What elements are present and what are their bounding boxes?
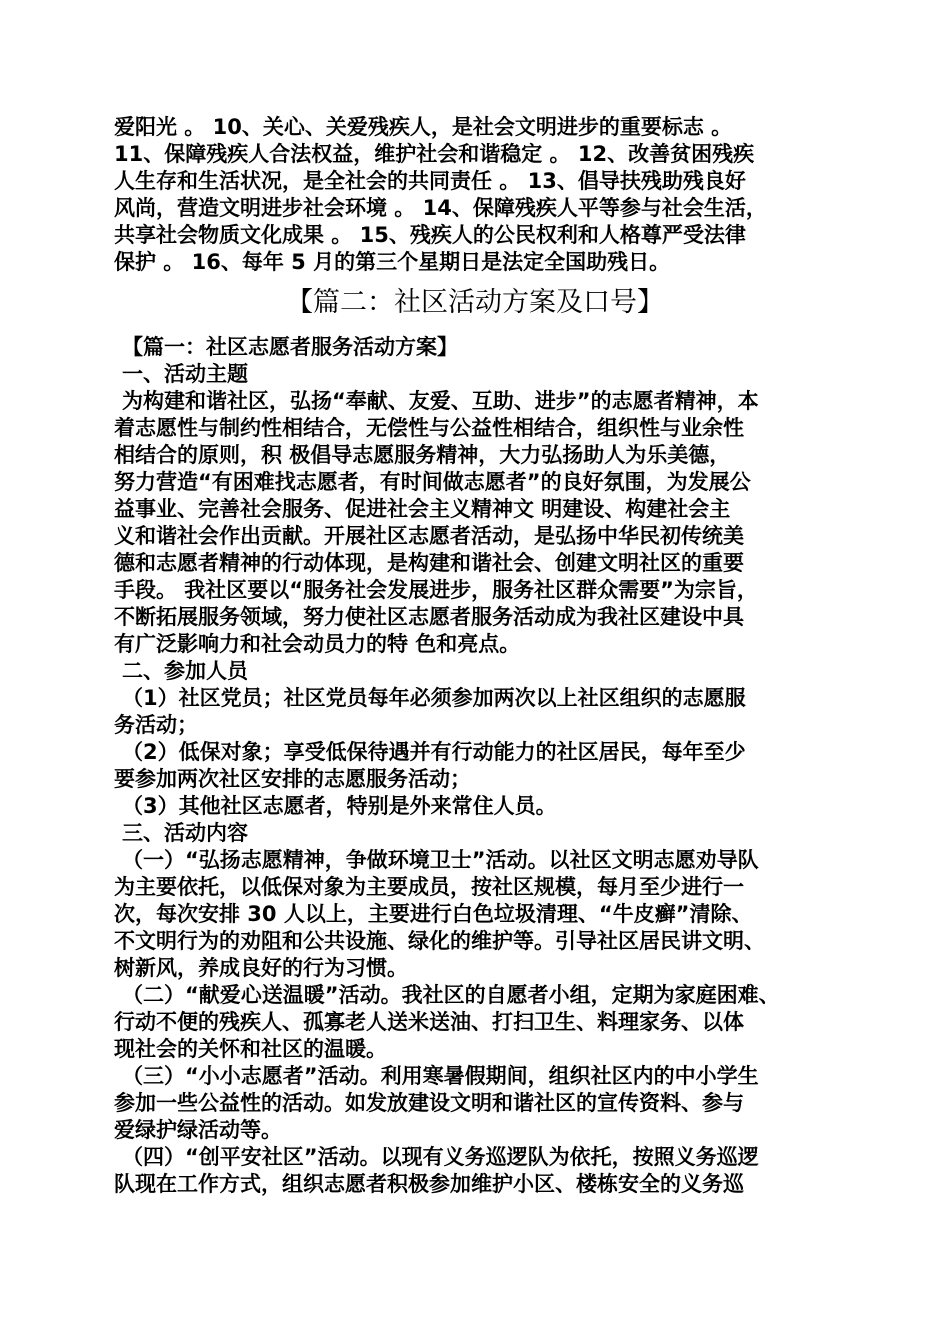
- text-line: （四）“创平安社区”活动。以现有义务巡逻队为依托，按照义务巡逻: [122, 1145, 759, 1169]
- text-line: 风尚，营造文明进步社会环境 。 14、保障残疾人平等参与社会生活，: [114, 196, 767, 220]
- text-line: 务活动；: [114, 713, 198, 737]
- text-line: 爱阳光 。 10、关心、关爱残疾人，是社会文明进步的重要标志 。: [114, 115, 733, 139]
- text-line: 相结合的原则，积 极倡导志愿服务精神，大力弘扬助人为乐美德，: [114, 443, 731, 467]
- text-line: 要参加两次社区安排的志愿服务活动；: [114, 767, 471, 791]
- text-line: （1）社区党员；社区党员每年必须参加两次以上社区组织的志愿服: [122, 686, 746, 710]
- text-line: （3）其他社区志愿者，特别是外来常住人员。: [122, 794, 557, 818]
- text-line: 共享社会物质文化成果 。 15、残疾人的公民权利和人格尊严受法律: [114, 223, 746, 247]
- heading-participants: 二、参加人员: [122, 659, 248, 683]
- text-line: 有广泛影响力和社会动员力的特 色和亮点。: [114, 632, 521, 656]
- text-line: 11、保障残疾人合法权益，维护社会和谐稳定 。 12、改善贫困残疾: [114, 142, 755, 166]
- text-line: 参加一些公益性的活动。如发放建设文明和谐社区的宣传资料、参与: [114, 1091, 744, 1115]
- text-line: 爱绿护绿活动等。: [114, 1118, 282, 1142]
- text-line: 队现在工作方式，组织志愿者积极参加维护小区、楼栋安全的义务巡: [114, 1172, 744, 1196]
- text-line: 树新风，养成良好的行为习惯。: [114, 956, 408, 980]
- text-line: （2）低保对象；享受低保待遇并有行动能力的社区居民，每年至少: [122, 740, 746, 764]
- text-line: 义和谐社会作出贡献。开展社区志愿者活动，是弘扬中华民初传统美: [114, 524, 744, 548]
- text-line: 现社会的关怀和社区的温暖。: [114, 1037, 387, 1061]
- text-line: 德和志愿者精神的行动体现，是构建和谐社会、创建文明社区的重要: [114, 551, 744, 575]
- heading-activity-content: 三、活动内容: [122, 821, 248, 845]
- text-line: （一）“弘扬志愿精神，争做环境卫士”活动。以社区文明志愿劝导队: [122, 848, 759, 872]
- text-line: 为主要依托，以低保对象为主要成员，按社区规模，每月至少进行一: [114, 875, 744, 899]
- text-line: 不文明行为的劝阻和公共设施、绿化的维护等。引导社区居民讲文明、: [114, 929, 765, 953]
- text-line: 为构建和谐社区，弘扬“奉献、友爱、互助、进步”的志愿者精神，本: [122, 389, 759, 413]
- text-line: 次，每次安排 30 人以上，主要进行白色垃圾清理、“牛皮癣”清除、: [114, 902, 753, 926]
- text-line: 不断拓展服务领域，努力使社区志愿者服务活动成为我社区建设中具: [114, 605, 744, 629]
- text-line: 益事业、完善社会服务、促进社会主义精神文 明建设、构建社会主: [114, 497, 731, 521]
- intro-paragraph: [114, 114, 844, 276]
- subsection-heading: 【篇一：社区志愿者服务活动方案】: [122, 335, 458, 359]
- text-line: 努力营造“有困难找志愿者，有时间做志愿者”的良好氛围，为发展公: [114, 470, 751, 494]
- text-line: 行动不便的残疾人、孤寡老人送米送油、打扫卫生、料理家务、以体: [114, 1010, 744, 1034]
- heading-activity-theme: 一、活动主题: [122, 362, 248, 386]
- section-title: 【篇二：社区活动方案及口号】: [286, 287, 664, 318]
- text-line: 着志愿性与制约性相结合，无偿性与公益性相结合，组织性与业余性: [114, 416, 744, 440]
- text-line: （三）“小小志愿者”活动。利用寒暑假期间，组织社区内的中小学生: [122, 1064, 759, 1088]
- text-line: 手段。 我社区要以“服务社会发展进步，服务社区群众需要”为宗旨，: [114, 578, 758, 602]
- text-line: 保护 。 16、每年 5 月的第三个星期日是法定全国助残日。: [114, 250, 671, 274]
- text-line: （二）“献爱心送温暖”活动。我社区的自愿者小组，定期为家庭困难、: [122, 983, 780, 1007]
- main-body: [114, 334, 844, 1198]
- text-line: 人生存和生活状况，是全社会的共同责任 。 13、倡导扶残助残良好: [114, 169, 746, 193]
